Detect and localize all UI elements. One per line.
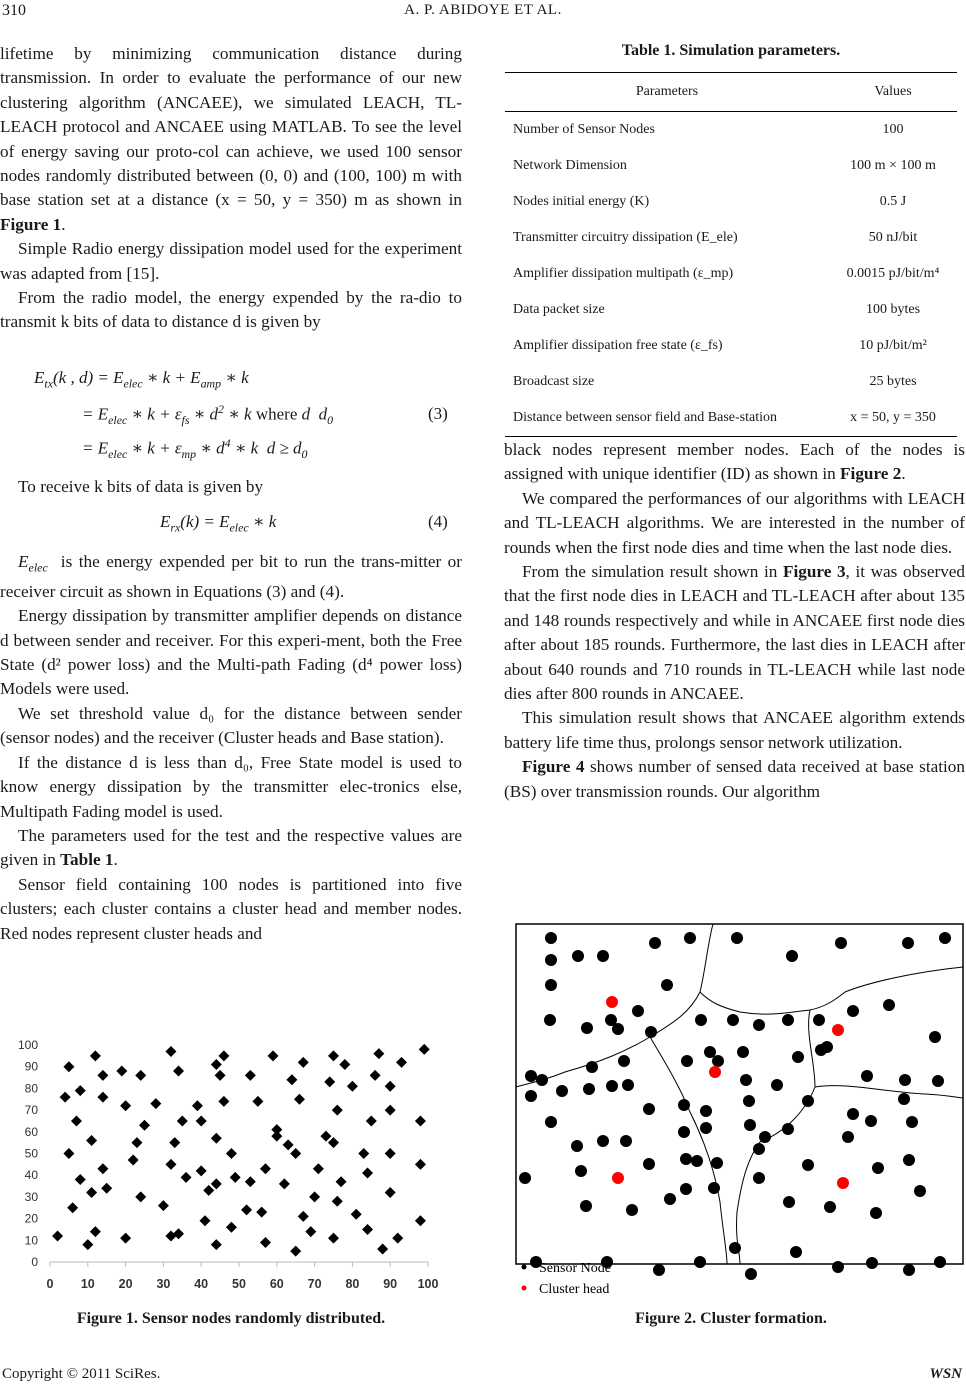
sensor-node-marker	[252, 1096, 263, 1107]
sensor-node-marker	[139, 1120, 150, 1131]
sensor-node-marker	[158, 1200, 169, 1211]
member-node	[731, 932, 743, 944]
member-node	[914, 1185, 926, 1197]
y-tick-label: 80	[24, 1081, 38, 1096]
sensor-node-marker	[313, 1163, 324, 1174]
sensor-node-marker	[385, 1105, 396, 1116]
member-node	[664, 1193, 676, 1205]
sensor-node-marker	[211, 1178, 222, 1189]
table-row	[505, 400, 957, 437]
sensor-node-marker	[97, 1092, 108, 1103]
sensor-node-marker	[75, 1085, 86, 1096]
member-node	[661, 979, 673, 991]
paragraph: This simulation result shows that ANCAEE algorithm extends battery life time thus, prolongs sensor network utilization.	[504, 708, 965, 752]
table-cell: 100 m × 100 m	[850, 158, 936, 173]
sensor-node-marker	[385, 1148, 396, 1159]
x-tick-label: 40	[194, 1277, 209, 1291]
sensor-node-marker	[135, 1070, 146, 1081]
member-node	[626, 1204, 638, 1216]
y-tick-label: 20	[24, 1211, 38, 1226]
sensor-node-marker	[245, 1176, 256, 1187]
member-node	[606, 1080, 618, 1092]
member-node	[790, 1246, 802, 1258]
sensor-node-marker	[177, 1115, 188, 1126]
journal-name: WSN	[929, 1366, 962, 1382]
member-node	[708, 1182, 720, 1194]
member-node	[903, 1154, 915, 1166]
member-node	[906, 1116, 918, 1128]
sensor-node-marker	[120, 1100, 131, 1111]
member-node	[597, 950, 609, 962]
simulation-parameters-table	[505, 72, 957, 437]
y-tick-label: 70	[24, 1103, 38, 1118]
sensor-node-marker	[82, 1239, 93, 1250]
table-cell: Number of Sensor Nodes	[513, 122, 655, 137]
sensor-node-marker	[351, 1209, 362, 1220]
sensor-node-marker	[294, 1094, 305, 1105]
member-node	[929, 1031, 941, 1043]
member-node	[694, 1256, 706, 1268]
member-node	[753, 1019, 765, 1031]
eq3-line3: = $E_{elec}$ ∗ $k + \varepsilon_{mp}$ ∗ $d^4$ ∗ k $d \ge d_0$	[82, 436, 308, 462]
cluster-head-node	[837, 1177, 849, 1189]
member-node	[792, 1051, 804, 1063]
sensor-node-marker	[60, 1092, 71, 1103]
running-title: A. P. ABIDOYE ET AL.	[404, 2, 562, 18]
sensor-node-marker	[131, 1137, 142, 1148]
eq3-line2: = $E_{elec}$ ∗ $k + \varepsilon_{fs}$ ∗ $d^2$ ∗ k where d $d_0$	[82, 402, 334, 428]
figure-2-cluster-diagram	[505, 912, 966, 1302]
sensor-node-marker	[165, 1046, 176, 1057]
member-node	[545, 1116, 557, 1128]
paragraph: black nodes represent member nodes. Each of the nodes is assigned with unique identifier (ID) as shown in Figure 2.	[504, 440, 965, 484]
member-node	[782, 1123, 794, 1135]
sensor-node-marker	[181, 1172, 192, 1183]
paragraph: From the radio model, the energy expended by the ra-dio to transmit k bits of data to distance d is given by	[0, 288, 462, 332]
member-node	[865, 1115, 877, 1127]
sensor-node-marker	[196, 1165, 207, 1176]
member-node	[622, 1079, 634, 1091]
sensor-node-marker	[328, 1233, 339, 1244]
sensor-node-marker	[358, 1148, 369, 1159]
table-row	[505, 328, 957, 364]
y-tick-label: 100	[17, 1038, 38, 1052]
sensor-node-marker	[173, 1066, 184, 1077]
cluster-boundary	[737, 1010, 815, 1264]
member-node	[571, 1140, 583, 1152]
sensor-node-marker	[305, 1226, 316, 1237]
y-tick-label: 10	[24, 1233, 38, 1248]
sensor-node-marker	[165, 1159, 176, 1170]
right-column	[504, 438, 965, 804]
member-node	[700, 1105, 712, 1117]
paragraph: Energy dissipation by transmitter amplifier depends on distance d between sender and receiver. For this experi-ment, both the Free State (d² power loss) and the Multi-path Fading (d⁴ power loss) Models were used.	[0, 606, 462, 699]
sensor-node-marker	[268, 1050, 279, 1061]
sensor-node-marker	[279, 1178, 290, 1189]
paragraph: lifetime by minimizing communication distance during transmission. In order to evaluate the performance of our new clustering algorithm (ANCAEE), we simulated LEACH, TL-LEACH protocol and ANCAEE using MATLAB. To see the level of energy saving our proto-col can achieve, we used 100 sensor nodes randomly distributed between (0, 0) and (100, 100) m with base station set at a distance (x = 50, y = 350) m as shown in Figure 1.	[0, 44, 462, 234]
table-cell: Distance between sensor field and Base-station	[505, 400, 829, 437]
table-row	[505, 184, 957, 220]
table-1-ref[interactable]: Table 1	[60, 850, 114, 870]
x-tick-label: 60	[269, 1277, 284, 1291]
paragraph: Figure 4 shows number of sensed data received at base station (BS) over transmission rounds. Our algorithm	[504, 757, 965, 801]
table-row	[505, 220, 957, 256]
cluster-boundary	[815, 1086, 963, 1098]
sensor-node-marker	[211, 1059, 222, 1070]
member-node	[802, 1095, 814, 1107]
sensor-node-marker	[116, 1066, 127, 1077]
sensor-node-marker	[203, 1185, 214, 1196]
sensor-node-marker	[415, 1215, 426, 1226]
sensor-node-marker	[86, 1135, 97, 1146]
member-node	[759, 1131, 771, 1143]
x-tick-label: 30	[156, 1277, 171, 1291]
table-cell: Nodes initial energy (K)	[513, 194, 650, 209]
sensor-node-marker	[241, 1204, 252, 1215]
sensor-node-marker	[362, 1224, 373, 1235]
member-node	[580, 1200, 592, 1212]
y-tick-label: 90	[24, 1059, 38, 1074]
sensor-node-marker	[52, 1230, 63, 1241]
sensor-node-marker	[271, 1131, 282, 1142]
sensor-node-marker	[392, 1233, 403, 1244]
member-node	[847, 1108, 859, 1120]
x-tick-label: 80	[345, 1277, 360, 1291]
table-cell: 100	[882, 122, 904, 137]
sensor-node-marker	[63, 1148, 74, 1159]
x-tick-label: 0	[46, 1277, 54, 1291]
sensor-node-marker	[373, 1048, 384, 1059]
member-node	[643, 1158, 655, 1170]
member-node	[678, 1099, 690, 1111]
sensor-field-border	[516, 924, 963, 1264]
y-tick-label: 50	[24, 1146, 38, 1161]
table-cell: 50 nJ/bit	[868, 230, 918, 245]
sensor-node-marker	[347, 1081, 358, 1092]
sensor-node-marker	[419, 1044, 430, 1055]
paragraph: The parameters used for the test and the respective values are given in Table 1.	[0, 825, 462, 870]
member-node	[786, 950, 798, 962]
sensor-node-marker	[290, 1148, 301, 1159]
member-node	[544, 1014, 556, 1026]
member-node	[903, 1264, 915, 1276]
member-node	[678, 1126, 690, 1138]
table-cell: Transmitter circuitry dissipation (E_ele)	[513, 230, 738, 245]
figure-1-scatter-chart	[0, 1030, 460, 1295]
legend-member-label: Sensor Node	[539, 1261, 611, 1276]
member-node	[684, 932, 696, 944]
sensor-node-marker	[218, 1050, 229, 1061]
left-column-top	[0, 42, 462, 335]
member-node	[583, 1083, 595, 1095]
member-node	[753, 1143, 765, 1155]
member-node	[597, 1135, 609, 1147]
sensor-node-marker	[320, 1131, 331, 1142]
member-node	[824, 1201, 836, 1213]
member-node	[745, 1268, 757, 1280]
cluster-head-node	[832, 1024, 844, 1036]
table-1	[505, 72, 957, 437]
equation-4: $E_{rx}(k) = E_{elec}$ ∗ k	[160, 512, 277, 535]
member-node	[649, 937, 661, 949]
sensor-node-marker	[75, 1174, 86, 1185]
member-node	[842, 1131, 854, 1143]
x-tick-label: 20	[118, 1277, 133, 1291]
member-node	[712, 1055, 724, 1067]
sensor-node-marker	[298, 1057, 309, 1068]
paragraph: To receive k bits of data is given by	[18, 477, 264, 496]
member-node	[866, 1257, 878, 1269]
table-1-title: Table 1. Simulation parameters.	[621, 42, 841, 59]
x-tick-label: 90	[383, 1277, 398, 1291]
member-node	[572, 950, 584, 962]
sensor-node-marker	[135, 1191, 146, 1202]
sensor-node-marker	[90, 1050, 101, 1061]
sensor-node-marker	[332, 1196, 343, 1207]
member-node	[861, 1070, 873, 1082]
member-node	[681, 1055, 693, 1067]
x-tick-label: 100	[417, 1277, 439, 1291]
member-node	[934, 1256, 946, 1268]
member-node	[680, 1183, 692, 1195]
figure-4-ref[interactable]: Figure 4	[522, 757, 585, 777]
member-node	[612, 1023, 624, 1035]
sensor-node-marker	[385, 1187, 396, 1198]
table-cell: 25 bytes	[869, 374, 917, 389]
legend-head-marker	[522, 1286, 527, 1291]
member-node	[813, 1014, 825, 1026]
member-node	[545, 979, 557, 991]
y-tick-label: 0	[31, 1255, 38, 1269]
table-cell: 0.0015 pJ/bit/m⁴	[846, 266, 940, 281]
member-node	[771, 1079, 783, 1091]
sensor-node-marker	[336, 1176, 347, 1187]
sensor-node-marker	[192, 1100, 203, 1111]
member-node	[782, 1014, 794, 1026]
eq3-line1: $E_{tx}(k$ , $d) = E_{elec}$ ∗ $k + E_{amp}$ ∗ k	[34, 368, 249, 391]
sensor-node-marker	[370, 1070, 381, 1081]
sensor-node-marker	[366, 1115, 377, 1126]
member-node	[802, 1159, 814, 1171]
member-node	[898, 1093, 910, 1105]
member-node	[872, 1162, 884, 1174]
member-node	[832, 1261, 844, 1273]
cluster-head-node	[606, 996, 618, 1008]
member-node	[545, 954, 557, 966]
x-tick-label: 10	[80, 1277, 95, 1291]
member-node	[711, 1157, 723, 1169]
table-cell: Amplifier dissipation free state (ε_fs)	[513, 338, 723, 353]
member-node	[632, 1005, 644, 1017]
member-node	[545, 932, 557, 944]
copyright: Copyright © 2011 SciRes.	[2, 1366, 161, 1382]
member-node	[737, 1046, 749, 1058]
legend-member-marker	[522, 1265, 527, 1270]
sensor-node-marker	[256, 1207, 267, 1218]
table-row	[505, 148, 957, 184]
table-cell: Amplifier dissipation multipath (ε_mp)	[513, 266, 734, 281]
figure-2-caption: Figure 2. Cluster formation.	[635, 1310, 827, 1327]
member-node	[815, 1044, 827, 1056]
sensor-node-marker	[101, 1183, 112, 1194]
legend-head-label: Cluster head	[539, 1282, 610, 1297]
table-row	[505, 256, 957, 292]
paragraph: Simple Radio energy dissipation model used for the experiment was adapted from [15].	[0, 239, 462, 283]
sensor-node-marker	[86, 1187, 97, 1198]
sensor-node-marker	[328, 1050, 339, 1061]
sensor-node-marker	[97, 1163, 108, 1174]
sensor-node-marker	[90, 1226, 101, 1237]
sensor-node-marker	[150, 1098, 161, 1109]
sensor-node-marker	[377, 1243, 388, 1254]
sensor-node-marker	[230, 1172, 241, 1183]
member-node	[932, 1075, 944, 1087]
sensor-node-marker	[245, 1070, 256, 1081]
figure-2-ref[interactable]: Figure 2	[840, 464, 902, 484]
sensor-node-marker	[226, 1222, 237, 1233]
sensor-node-marker	[415, 1115, 426, 1126]
member-node	[581, 1022, 593, 1034]
member-node	[645, 1026, 657, 1038]
table-row	[505, 112, 957, 149]
y-tick-label: 30	[24, 1189, 38, 1204]
sensor-node-marker	[260, 1237, 271, 1248]
member-node	[575, 1165, 587, 1177]
member-node	[753, 1172, 765, 1184]
paragraph: We set threshold value d₀ for the distance between sender (sensor nodes) and the receiver (Cluster heads and Base station).	[0, 703, 462, 748]
e-elec-symbol: $E_{elec}$	[18, 552, 48, 575]
table-cell: Broadcast size	[513, 374, 595, 389]
sensor-node-marker	[211, 1133, 222, 1144]
sensor-node-marker	[211, 1239, 222, 1250]
page-number: 310	[2, 2, 26, 19]
member-node	[536, 1074, 548, 1086]
left-column-bottom	[0, 550, 462, 946]
sensor-node-marker	[286, 1074, 297, 1085]
x-tick-label: 50	[232, 1277, 246, 1291]
member-node	[899, 1074, 911, 1086]
cluster-head-node	[709, 1066, 721, 1078]
sensor-node-marker	[215, 1070, 226, 1081]
table-row	[505, 292, 957, 328]
sensor-node-marker	[332, 1105, 343, 1116]
sensor-node-marker	[339, 1059, 350, 1070]
member-node	[525, 1070, 537, 1082]
paragraph: We compared the performances of our algorithms with LEACH and TL-LEACH algorithms. We are interested in the number of rounds when the first node dies and time when the last node dies.	[504, 488, 965, 557]
sensor-node-marker	[283, 1139, 294, 1150]
eq4-number: (4)	[428, 512, 448, 531]
sensor-node-marker	[218, 1096, 229, 1107]
member-node	[743, 1095, 755, 1107]
paragraph: If the distance d is less than d₀, Free State model is used to know energy dissipation by the transmitter elec-tronics else, Multipath Fading model is used.	[0, 752, 462, 821]
sensor-node-marker	[196, 1115, 207, 1126]
member-node	[691, 1155, 703, 1167]
sensor-node-marker	[309, 1191, 320, 1202]
paragraph: Sensor field containing 100 nodes is partitioned into five clusters; each cluster contains a cluster head and member nodes. Red nodes represent cluster heads and	[0, 874, 462, 943]
member-node	[643, 1103, 655, 1115]
cluster-head-node	[612, 1172, 624, 1184]
member-node	[744, 1119, 756, 1131]
x-tick-label: 70	[307, 1277, 322, 1291]
member-node	[700, 1122, 712, 1134]
paragraph: From the simulation result shown in Figure 3, it was observed that the first node dies in LEACH and TL-LEACH after about 135 and 148 rounds respectively and while in ANCAEE first node dies after about 185 rounds. Furthermore, the last dies in LEACH after about 640 rounds and 710 rounds in TL-LEACH while last node dies after 800 rounds in ANCAEE.	[504, 562, 966, 704]
figure-1-ref[interactable]: Figure 1	[0, 214, 62, 234]
member-node	[740, 1074, 752, 1086]
table-cell: Data packet size	[513, 302, 605, 317]
member-node	[870, 1207, 882, 1219]
sensor-node-marker	[199, 1215, 210, 1226]
figure-3-ref[interactable]: Figure 3	[782, 562, 846, 582]
table-cell: Network Dimension	[513, 158, 627, 173]
table-header-parameters: Parameters	[505, 73, 829, 112]
sensor-node-marker	[260, 1163, 271, 1174]
table-cell: 0.5 J	[879, 194, 907, 209]
sensor-node-marker	[226, 1148, 237, 1159]
y-tick-label: 40	[24, 1168, 38, 1183]
table-cell: x = 50, y = 350	[829, 400, 957, 437]
member-node	[704, 1046, 716, 1058]
sensor-node-marker	[67, 1202, 78, 1213]
table-cell: 100 bytes	[865, 302, 921, 317]
sensor-node-marker	[324, 1076, 335, 1087]
member-node	[727, 1014, 739, 1026]
table-header-values: Values	[829, 73, 957, 112]
paragraph: $E_{elec}$ is the energy expended per bit to run the trans-mitter or receiver circuit as shown in Equations (3) and (4).	[0, 552, 463, 601]
member-node	[729, 1242, 741, 1254]
member-node	[939, 932, 951, 944]
sensor-node-marker	[290, 1246, 301, 1257]
member-node	[835, 937, 847, 949]
table-cell: 10 pJ/bit/m²	[859, 338, 927, 353]
sensor-node-marker	[71, 1115, 82, 1126]
table-row	[505, 364, 957, 400]
left-receive-text	[0, 475, 462, 499]
member-node	[586, 1061, 598, 1073]
sensor-node-marker	[63, 1061, 74, 1072]
member-node	[695, 1014, 707, 1026]
sensor-node-marker	[328, 1137, 339, 1148]
member-node	[653, 1264, 665, 1276]
member-node	[618, 1055, 630, 1067]
sensor-node-marker	[97, 1070, 108, 1081]
sensor-node-marker	[362, 1168, 373, 1179]
member-node	[783, 1196, 795, 1208]
member-node	[519, 1172, 531, 1184]
sensor-node-marker	[169, 1137, 180, 1148]
member-node	[525, 1090, 537, 1102]
member-node	[883, 999, 895, 1011]
sensor-node-marker	[298, 1211, 309, 1222]
sensor-node-marker	[415, 1159, 426, 1170]
member-node	[847, 1005, 859, 1017]
sensor-node-marker	[120, 1233, 131, 1244]
sensor-node-marker	[128, 1155, 139, 1166]
member-node	[620, 1135, 632, 1147]
sensor-node-marker	[396, 1057, 407, 1068]
member-node	[902, 937, 914, 949]
figure-1-caption: Figure 1. Sensor nodes randomly distributed.	[76, 1310, 386, 1327]
member-node	[556, 1085, 568, 1097]
sensor-node-marker	[385, 1081, 396, 1092]
eq3-number: (3)	[428, 404, 448, 423]
y-tick-label: 60	[24, 1124, 38, 1139]
cluster-boundary	[700, 967, 963, 1014]
member-node	[680, 1153, 692, 1165]
